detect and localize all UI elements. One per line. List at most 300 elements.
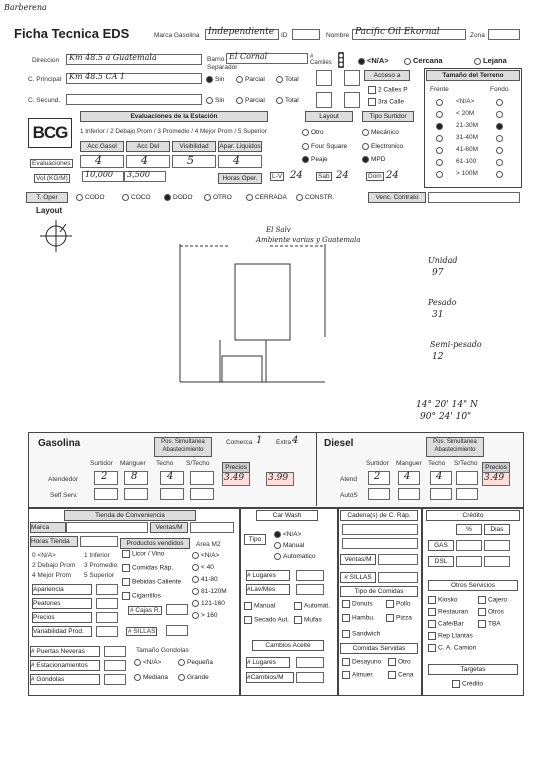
tienda-area-5[interactable]	[192, 612, 217, 619]
eval-field-1[interactable]	[126, 155, 170, 168]
radio-icon	[122, 194, 129, 201]
cs-parcial-label: Parcial	[245, 97, 265, 105]
otros-0-label: Kiosko	[438, 596, 458, 604]
cp-sin-label: Sin	[215, 76, 225, 84]
diesel-field-0[interactable]	[368, 471, 390, 485]
checkbox-icon	[122, 564, 130, 572]
terreno-fondo-radio-1[interactable]	[496, 111, 503, 118]
calle-3[interactable]	[368, 98, 404, 106]
calle-2-label: 2 Calles P	[378, 86, 408, 94]
otros-title: Otros Servicios	[428, 580, 518, 591]
tienda-ventas-field[interactable]	[190, 522, 234, 533]
credito-dias: Dias	[484, 524, 510, 535]
servida-1[interactable]	[388, 658, 411, 666]
lv-value: 24	[290, 170, 303, 181]
credito-gas-dias[interactable]	[484, 540, 510, 551]
gondola-mediana[interactable]	[134, 674, 168, 681]
atendedor-label: Atendedor	[48, 476, 78, 483]
tienda-count-input-1[interactable]	[104, 660, 126, 671]
tienda-sillas-field[interactable]	[166, 625, 188, 636]
diesel-value-1: 4	[404, 471, 411, 482]
tienda-horas: Horas Tienda	[30, 536, 78, 547]
tienda-marca-field[interactable]	[66, 522, 148, 533]
gas-precio-1[interactable]	[222, 472, 250, 486]
servida-3[interactable]	[388, 671, 414, 679]
layout-peaje[interactable]	[302, 156, 328, 163]
otros-2[interactable]	[428, 608, 468, 616]
diesel-value-0: 2	[374, 471, 381, 482]
cp-sin[interactable]	[206, 76, 224, 83]
tienda-field-input-3[interactable]	[96, 626, 118, 637]
radio-icon	[246, 194, 253, 201]
road-note-1: El Salv	[266, 226, 291, 234]
acceso-button[interactable]: Acceso a	[364, 70, 410, 81]
cs-sin[interactable]	[206, 97, 224, 104]
checkbox-icon	[122, 592, 130, 600]
terreno-frente-radio-6[interactable]	[436, 171, 443, 178]
targeta-credito[interactable]	[452, 680, 483, 688]
gas-precio-2[interactable]	[266, 472, 294, 486]
credito-dsl-dias[interactable]	[484, 556, 510, 567]
tienda-count-label-2: # Gondolas	[30, 674, 100, 685]
surtidor-mpd[interactable]	[362, 156, 385, 163]
diesel-precios-label: Precios	[482, 462, 510, 473]
gas-self-field-2[interactable]	[160, 488, 184, 500]
zona-field[interactable]	[488, 29, 520, 40]
carwash-auto[interactable]	[274, 553, 316, 560]
terreno-frente-radio-1[interactable]	[436, 111, 443, 118]
tipo-1-label: Pollo	[396, 600, 411, 608]
barrio-value: El Cornal	[229, 52, 268, 61]
cp-total[interactable]	[276, 76, 299, 83]
checkbox-icon	[452, 680, 460, 688]
carwash-tipo: Tipo	[244, 534, 266, 545]
carwash-na-label: <N/A>	[283, 531, 302, 539]
terreno-frente-radio-4[interactable]	[436, 147, 443, 154]
nombre-field[interactable]	[352, 29, 466, 40]
cw-check-3[interactable]	[294, 616, 322, 624]
credito-dsl-pct[interactable]	[456, 556, 482, 567]
vol-field-1[interactable]	[82, 171, 124, 182]
diesel-autos-field-0[interactable]	[368, 488, 390, 500]
tienda-area-5-label: > 160	[201, 612, 218, 620]
terreno-fondo-radio-2[interactable]	[496, 123, 503, 130]
tipo-4[interactable]	[342, 630, 380, 638]
gas-self-field-1[interactable]	[124, 488, 148, 500]
tienda-prod-1[interactable]	[122, 564, 173, 572]
cambios-lugares-field[interactable]	[296, 657, 324, 668]
count-label-1: Pesado	[428, 298, 457, 307]
tienda-scale-1: 1 Inferior	[84, 552, 110, 559]
nombre-label: Nombre	[326, 32, 350, 39]
checkbox-icon	[368, 98, 376, 106]
radio-icon	[204, 194, 211, 201]
calle-2[interactable]	[368, 86, 408, 94]
layout-button[interactable]: Layout	[305, 111, 353, 122]
diesel-value-2: 4	[436, 471, 443, 482]
terreno-fondo-radio-0[interactable]	[496, 99, 503, 106]
cs-total[interactable]	[276, 97, 299, 104]
gondola-grande[interactable]	[178, 674, 209, 681]
carwash-lugares: # Lugares	[246, 570, 290, 581]
tienda-ventas: Ventas/M	[150, 522, 188, 533]
otros-3-label: Otros	[488, 608, 504, 616]
gas-field-2[interactable]	[160, 471, 184, 485]
cw-check-1[interactable]	[294, 602, 330, 610]
terreno-frente: Frente	[430, 86, 449, 93]
terreno-frente-radio-0[interactable]	[436, 99, 443, 106]
cambios-mes: #Cambios/M	[246, 672, 294, 683]
terreno-fondo-radio-3[interactable]	[496, 135, 503, 142]
gas-field-1[interactable]	[124, 471, 148, 485]
diesel-precio[interactable]	[482, 472, 510, 486]
tienda-scale-3: 3 Promedio	[84, 562, 118, 569]
otros-2-label: Restauran	[438, 608, 468, 616]
c-principal-field[interactable]	[66, 73, 202, 84]
gondola-na[interactable]	[134, 659, 161, 666]
terreno-size-1: < 20M	[456, 110, 475, 117]
vol-value-1: 10,000	[85, 170, 113, 179]
checkbox-icon	[342, 630, 350, 638]
cp-box1[interactable]	[316, 70, 332, 86]
servida-1-label: Otro	[398, 658, 411, 666]
tienda-count-label-1: # Estacionamientos	[30, 660, 100, 671]
oper-opt-2[interactable]	[164, 194, 193, 201]
cadena-sillas-field[interactable]	[378, 572, 418, 583]
cajas-label: # Cajas R.	[130, 607, 161, 614]
terreno-fondo-radio-6[interactable]	[496, 171, 503, 178]
targeta-credito-label: Crédito	[462, 680, 483, 688]
tienda-prod-3[interactable]	[122, 592, 161, 600]
tipo-1[interactable]	[386, 600, 410, 608]
tienda-area-1[interactable]	[192, 564, 214, 571]
radio-icon	[296, 194, 303, 201]
contrato-field[interactable]	[428, 192, 520, 203]
marca-field[interactable]	[205, 29, 279, 40]
checkbox-icon	[294, 602, 302, 610]
tienda-area-4[interactable]	[192, 600, 225, 607]
sab-label: Sab	[318, 173, 330, 180]
carwash-na[interactable]	[274, 531, 301, 538]
cp-parcial[interactable]	[236, 76, 265, 83]
cambios-title: Cambios Aceite	[252, 640, 324, 651]
checkbox-icon	[244, 616, 252, 624]
otros-3[interactable]	[478, 608, 504, 616]
direccion-field[interactable]	[66, 54, 202, 65]
tienda-count-label-0: # Puertas Neveras	[30, 646, 100, 657]
separador-na[interactable]	[358, 56, 389, 65]
cs-box2[interactable]	[344, 92, 360, 108]
radio-icon	[192, 588, 199, 595]
tienda-area-2[interactable]	[192, 576, 218, 583]
checkbox-icon	[428, 632, 436, 640]
bcg-logo: BCG	[28, 118, 72, 148]
radio-icon	[404, 58, 411, 65]
cp-box2[interactable]	[344, 70, 360, 86]
oper-opt-4-label: CERRADA	[255, 194, 287, 202]
checkbox-icon	[342, 600, 350, 608]
cw-check-0[interactable]	[244, 602, 275, 610]
oper-opt-4[interactable]	[246, 194, 287, 201]
otros-5-label: TBA	[488, 620, 501, 628]
tienda-field-input-0[interactable]	[96, 584, 118, 595]
road-note-2: Ambiente varias y Guatemala	[256, 236, 361, 244]
tienda-scale-2: 2 Debajo Prom	[32, 562, 76, 569]
eval-col-2: Visibilidad	[172, 141, 216, 152]
eval-field-2[interactable]	[172, 155, 216, 168]
gas-field-3[interactable]	[190, 471, 214, 485]
id-field[interactable]	[292, 29, 320, 40]
gas-col-2: Techo	[156, 460, 174, 467]
radio-icon	[178, 674, 185, 681]
coords-1: 14° 20' 14" N	[416, 400, 478, 410]
otros-4-label: Café/Bar	[438, 620, 464, 628]
surtidor-button[interactable]: Tipo Surtidor	[362, 111, 414, 122]
servida-2[interactable]	[342, 671, 374, 679]
checkbox-icon	[428, 644, 436, 652]
servida-0[interactable]	[342, 658, 381, 666]
carwash-title: Car Wash	[256, 510, 318, 521]
checkbox-icon	[428, 608, 436, 616]
oper-opt-1[interactable]	[122, 194, 151, 201]
eval-value-3: 4	[233, 154, 240, 167]
diesel-autos-field-1[interactable]	[398, 488, 420, 500]
diesel-field-2[interactable]	[430, 471, 452, 485]
credito-gas: GAS	[428, 540, 454, 551]
count-label-2: Semi-pesado	[430, 340, 482, 349]
checkbox-icon	[368, 86, 376, 94]
checkbox-icon	[388, 658, 396, 666]
tipo-3[interactable]	[386, 614, 412, 622]
tienda-area-3[interactable]	[192, 588, 227, 595]
tienda-area-0-label: <N/A>	[201, 552, 220, 560]
vol-value-2: 3,500	[127, 170, 150, 179]
radio-icon	[302, 143, 309, 150]
tienda-area-2-label: 41-80	[201, 576, 218, 584]
diesel-field-3[interactable]	[456, 471, 478, 485]
terreno-size-5: 61-100	[456, 158, 477, 165]
nombre-value: Pacific Oil Ekornal	[355, 27, 440, 37]
gas-precio-1-value: 3.49	[224, 473, 245, 483]
tam-gondolas-label: Tamaño Gondolas	[136, 647, 189, 654]
zona-label: Zona	[470, 32, 485, 39]
tienda-area-3-label: 81-120M	[201, 588, 227, 596]
tipo-comidas-title: Tipo de Comidas	[340, 586, 418, 597]
eval-col-3: Apar. Liquidos	[219, 143, 261, 150]
diesel-autos-field-2[interactable]	[430, 488, 452, 500]
barrio-field[interactable]	[226, 53, 308, 64]
radio-icon	[276, 76, 283, 83]
gasolina-title: Gasolina	[38, 438, 81, 449]
gas-self-field-0[interactable]	[94, 488, 118, 500]
radio-icon	[206, 76, 213, 83]
tienda-field-label-2: Precios	[32, 612, 92, 623]
eval-col-1: Acc Del	[126, 141, 170, 152]
terreno-frente-radio-3[interactable]	[436, 135, 443, 142]
t-oper-label: T. Oper	[26, 192, 68, 203]
tienda-count-input-0[interactable]	[104, 646, 126, 657]
surtidor-mpd-label: MPD	[371, 156, 386, 164]
tienda-field-input-1[interactable]	[96, 598, 118, 609]
marca-label: Marca Gasolina	[154, 32, 200, 39]
tienda-area: Area M2	[196, 541, 221, 548]
otros-6[interactable]	[428, 632, 473, 640]
otros-1-label: Cajero	[488, 596, 508, 604]
radio-icon	[358, 58, 365, 65]
c-secund-label: C. Secund.	[28, 97, 61, 104]
gasolina-pos-button[interactable]: Pos. Simultanea Abastecimiento	[154, 437, 212, 457]
extra-value: 4	[292, 435, 299, 446]
surtidor-elec-label: Electronico	[371, 143, 404, 151]
checkbox-icon	[428, 620, 436, 628]
tipo-2[interactable]	[342, 614, 375, 622]
gondola-grande-label: Grande	[187, 674, 209, 682]
separador-lejana[interactable]	[474, 56, 507, 65]
radio-icon	[274, 542, 281, 549]
tienda-prod-0-label: Licor / Vino	[132, 550, 165, 558]
gas-value-2: 4	[167, 471, 174, 482]
radio-icon	[192, 564, 199, 571]
tienda-horas-field[interactable]	[80, 536, 118, 547]
terreno-frente-radio-2[interactable]	[436, 123, 443, 130]
tienda-scale-5: 5 Superior	[84, 572, 114, 579]
cambios-mes-field[interactable]	[296, 672, 324, 683]
tienda-count-input-2[interactable]	[104, 674, 126, 685]
tienda-prod-2[interactable]	[122, 578, 181, 586]
checkbox-icon	[478, 596, 486, 604]
radio-icon	[362, 129, 369, 136]
servida-0-label: Desayuno	[352, 658, 382, 666]
autos-label: AutoS	[340, 492, 358, 499]
terreno-fondo-radio-4[interactable]	[496, 147, 503, 154]
otros-0[interactable]	[428, 596, 458, 604]
layout-sketch	[150, 222, 450, 414]
radio-icon	[362, 156, 369, 163]
otros-7-label: C. A. Camion	[438, 644, 477, 652]
terreno-size-2: 21-30M	[456, 122, 479, 129]
c-principal-label: C. Principal	[28, 76, 62, 83]
count-value-2: 12	[432, 352, 444, 362]
tipo-4-label: Sandwich	[352, 630, 381, 638]
contrato-button[interactable]: Venc. Contrato	[368, 192, 426, 203]
horas-label: Horas Oper.	[218, 173, 262, 184]
terreno-fondo-radio-5[interactable]	[496, 159, 503, 166]
tienda-marca: Marca	[30, 522, 66, 533]
cambios-lugares: # Lugares	[246, 657, 290, 668]
cs-box1[interactable]	[316, 92, 332, 108]
vol-label: Vol (KG/M)	[36, 175, 68, 182]
terreno-frente-radio-5[interactable]	[436, 159, 443, 166]
oper-opt-0[interactable]	[76, 194, 105, 201]
cw-check-1-label: Automát.	[304, 602, 331, 610]
credito-title: Crédito	[426, 510, 520, 521]
gas-precios-label: Precios	[222, 462, 250, 473]
evaluaciones-title: Evaluaciones de la Estación	[80, 111, 268, 122]
gas-self-field-3[interactable]	[190, 488, 214, 500]
tienda-field-label-1: Peatones	[32, 598, 92, 609]
carwash-manual-label: Manual	[283, 542, 305, 550]
sab-value: 24	[336, 170, 349, 181]
diesel-precio-value: 3.49	[484, 473, 505, 483]
oper-opt-5[interactable]	[296, 194, 334, 201]
otros-4[interactable]	[428, 620, 464, 628]
gas-value-0: 2	[101, 471, 108, 482]
tienda-prod-0[interactable]	[122, 550, 164, 558]
tienda-prod-2-label: Bebidas Caliente	[132, 578, 182, 586]
layout-four[interactable]	[302, 143, 347, 150]
checkbox-icon	[294, 616, 302, 624]
cadena-ventas-field[interactable]	[378, 554, 418, 565]
count-value-0: 97	[432, 268, 444, 278]
cadena-field-2[interactable]	[342, 538, 418, 549]
tipo-0[interactable]	[342, 600, 373, 608]
tienda-field-input-2[interactable]	[96, 612, 118, 623]
layout-otro[interactable]	[302, 129, 324, 136]
gas-value-1: 8	[131, 471, 138, 482]
carwash-lavmes-field[interactable]	[296, 584, 324, 595]
cajas-field[interactable]	[166, 604, 188, 615]
radio-icon	[192, 612, 199, 619]
eval-field-3[interactable]	[218, 155, 262, 168]
tienda-scale-4: 4 Mejor Prom	[32, 572, 72, 579]
carwash-lugares-field[interactable]	[296, 570, 324, 581]
vol-field-2[interactable]	[124, 171, 166, 182]
oper-opt-5-label: CONSTR.	[305, 194, 335, 202]
layout-four-label: Four Square	[311, 143, 348, 151]
corner-note: Barberena	[4, 3, 47, 12]
gondola-pequena[interactable]	[178, 659, 213, 666]
gondola-mediana-label: Mediana	[143, 674, 168, 682]
cs-parcial[interactable]	[236, 97, 265, 104]
radio-icon	[274, 531, 281, 538]
diesel-field-1[interactable]	[398, 471, 420, 485]
separador-cercana[interactable]	[404, 56, 443, 65]
tienda-prod-1-label: Comidas Ráp.	[132, 564, 174, 572]
checkbox-icon	[386, 600, 394, 608]
surtidor-elec[interactable]	[362, 143, 403, 150]
cw-check-2[interactable]	[244, 616, 289, 624]
tienda-scale-0: 0 <N/A>	[32, 552, 56, 559]
eval-field-0[interactable]	[80, 155, 124, 168]
id-label: ID	[281, 32, 288, 39]
checkbox-icon	[478, 608, 486, 616]
carwash-manual[interactable]	[274, 542, 304, 549]
layout-otro-label: Otro	[311, 129, 324, 137]
otros-7[interactable]	[428, 644, 476, 652]
cadena-field-1[interactable]	[342, 524, 418, 535]
otros-1[interactable]	[478, 596, 507, 604]
surtidor-mec[interactable]	[362, 129, 399, 136]
lv-label: L-V	[272, 173, 283, 180]
tienda-area-0[interactable]	[192, 552, 219, 559]
radio-icon	[192, 600, 199, 607]
terreno-size-4: 41-60M	[456, 146, 479, 153]
checkbox-icon	[244, 602, 252, 610]
oper-opt-1-label: COCO	[131, 194, 151, 202]
diesel-autos-field-3[interactable]	[456, 488, 478, 500]
oper-opt-2-label: DODO	[173, 194, 193, 202]
diesel-pos-button[interactable]: Pos. Simultanea Abastecimiento	[426, 437, 484, 457]
gas-field-0[interactable]	[94, 471, 118, 485]
c-secund-field[interactable]	[66, 94, 202, 105]
oper-opt-3[interactable]	[204, 194, 232, 201]
radio-icon	[76, 194, 83, 201]
direccion-value: Km 48.5 a Guatemala	[69, 53, 157, 62]
cs-sin-label: Sin	[215, 97, 225, 105]
credito-gas-pct[interactable]	[456, 540, 482, 551]
otros-5[interactable]	[478, 620, 501, 628]
gas-col-3: S/Techo	[186, 460, 210, 467]
